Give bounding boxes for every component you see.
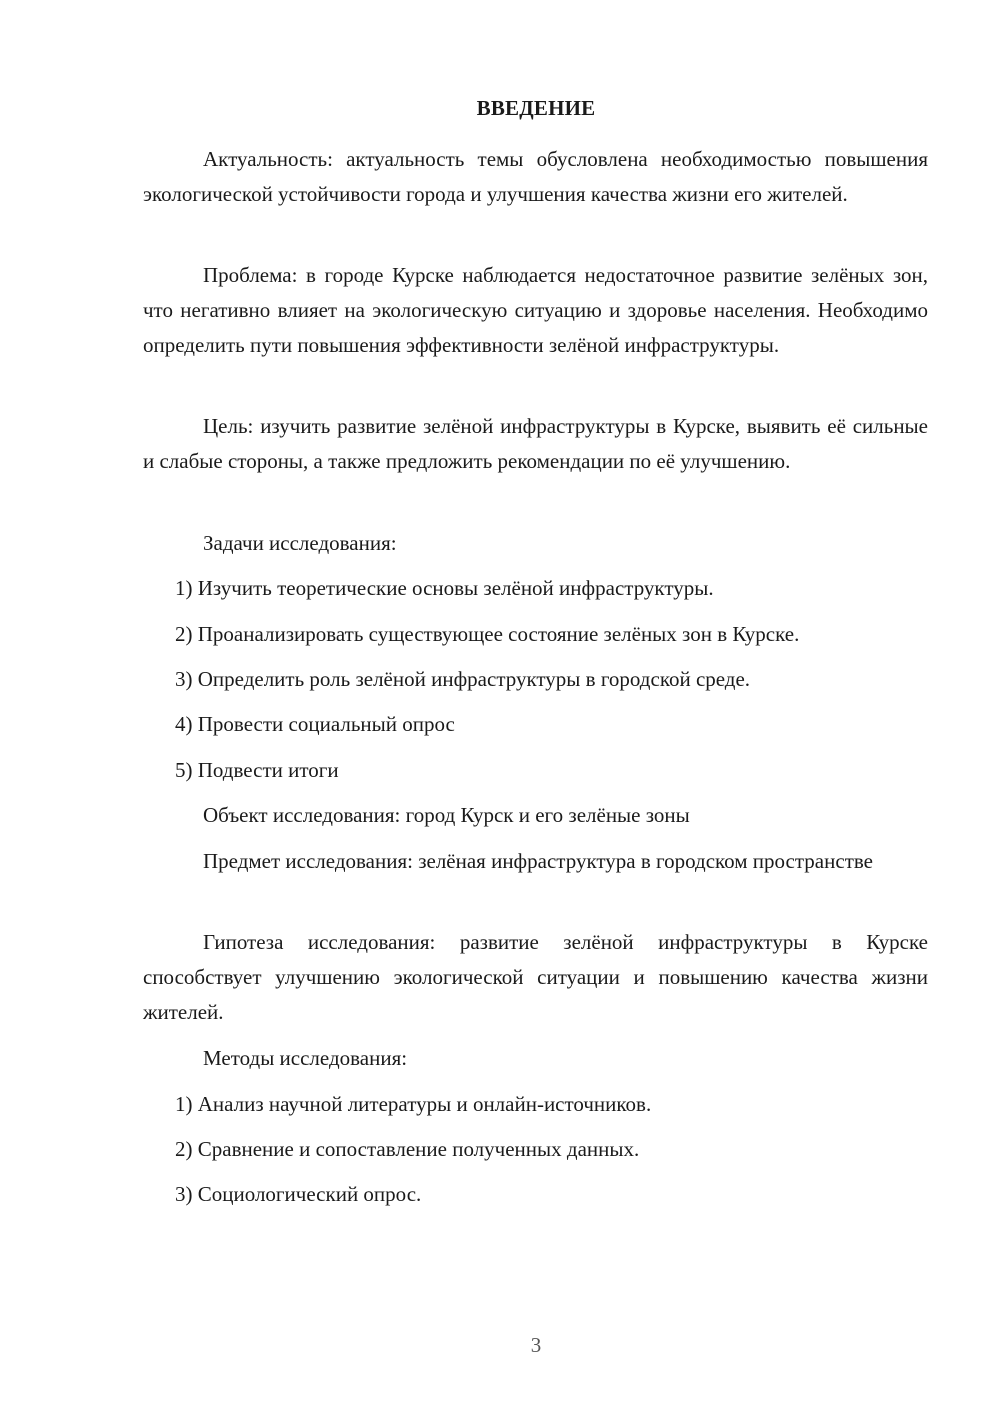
page-title: ВВЕДЕНИЕ <box>476 96 596 120</box>
method-item-2: 2) Сравнение и сопоставление полученных данных. <box>175 1137 640 1161</box>
tasks-title: Задачи исследования: <box>203 531 397 555</box>
task-item-4: 4) Провести социальный опрос <box>175 712 455 736</box>
paragraph-object: Объект исследования: город Курск и его зелёные зоны <box>203 803 690 827</box>
method-item-3: 3) Социологический опрос. <box>175 1182 422 1206</box>
paragraph-problem: Проблема: в городе Курске наблюдается недостаточное развитие зелёных зон, что негативно влияет на экологическую ситуацию и здоровье населения. Необходимо определить пути повышения эффективности зелёной инфраструктуры. <box>143 263 928 357</box>
methods-title: Методы исследования: <box>203 1046 408 1070</box>
paragraph-subject: Предмет исследования: зелёная инфраструктура в городском пространстве <box>203 849 873 873</box>
task-item-5: 5) Подвести итоги <box>175 758 339 782</box>
task-item-2: 2) Проанализировать существующее состояние зелёных зон в Курске. <box>175 622 800 646</box>
paragraph-goal: Цель: изучить развитие зелёной инфраструктуры в Курске, выявить её сильные и слабые стороны, а также предложить рекомендации по её улучшению. <box>143 414 928 473</box>
method-item-1: 1) Анализ научной литературы и онлайн-источников. <box>175 1092 652 1116</box>
task-item-3: 3) Определить роль зелёной инфраструктуры в городской среде. <box>175 667 751 691</box>
paragraph-hypothesis: Гипотеза исследования: развитие зелёной инфраструктуры в Курске способствует улучшению экологической ситуации и повышению качества жизни жителей. <box>143 930 928 1024</box>
task-item-1: 1) Изучить теоретические основы зелёной инфраструктуры. <box>175 576 714 600</box>
paragraph-relevance: Актуальность: актуальность темы обусловлена необходимостью повышения экологической устойчивости города и улучшения качества жизни его жителей. <box>143 147 928 206</box>
page-number: 3 <box>530 1333 542 1357</box>
